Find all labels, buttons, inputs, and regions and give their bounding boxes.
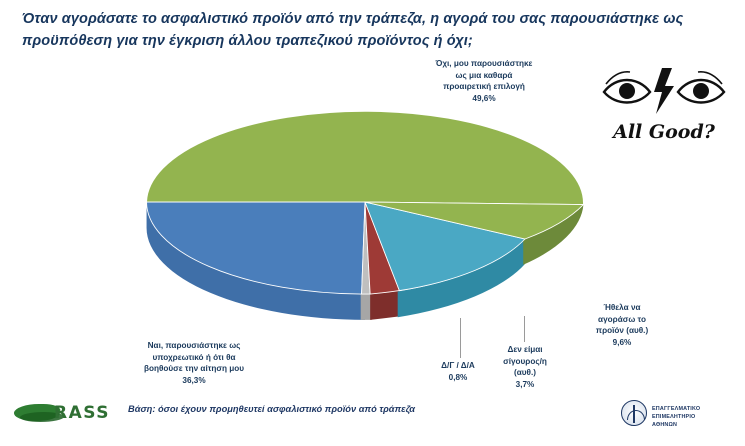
- data-label-green-line1: Όχι, μου παρουσιάστηκε: [435, 59, 533, 68]
- data-label-cyan-line2: αγοράσω το: [598, 314, 646, 324]
- pie-slice-green: [147, 111, 584, 204]
- all-good-eyes-logo: [600, 62, 728, 154]
- data-label-cyan-line1: Ήθελα να: [603, 303, 641, 312]
- data-label-blue-line3: βοηθούσε την αίτηση μου: [143, 364, 245, 374]
- leader-line-grey: [460, 318, 461, 358]
- data-value-red: 3,7%: [515, 379, 535, 389]
- data-label-blue-line2: υποχρεωτικό ή ότι θα: [152, 352, 236, 362]
- data-label-red-line3: (αυθ.): [514, 368, 536, 378]
- data-value-green: 49,6%: [472, 93, 496, 103]
- ebea-line-3: ΑΘΗΝΩΝ: [652, 422, 678, 429]
- data-label-blue-line1: Ναι, παρουσιάστηκε ως: [147, 341, 241, 350]
- data-label-green-line3: προαιρετική επιλογή: [443, 82, 525, 92]
- pie-chart: [105, 110, 625, 360]
- data-label-red-line2: σίγουρος/η: [503, 356, 547, 366]
- data-label-grey-line1: Δ/Γ / Δ/Α: [441, 361, 475, 370]
- base-note: Βάση: όσοι έχουν προμηθευτεί ασφαλιστικό προϊόν από τράπεζα: [128, 404, 415, 414]
- ebea-logo: [621, 398, 731, 432]
- data-value-cyan: 9,6%: [612, 337, 632, 347]
- pie-3d-body: [105, 110, 625, 325]
- ebea-logo-text: [652, 405, 700, 429]
- pie-slice-blue: [147, 202, 365, 294]
- data-label-green-line2: ως μια καθαρά: [455, 70, 513, 80]
- data-label-blue: [118, 340, 270, 387]
- data-label-cyan-line3: προϊόν (αυθ.): [595, 326, 649, 336]
- data-label-red: [494, 344, 556, 391]
- pie-side-red: [370, 291, 399, 320]
- ebea-line-1: ΕΠΑΓΓΕΛΜΑΤΙΚΟ: [652, 406, 701, 412]
- data-value-grey: 0,8%: [448, 372, 468, 382]
- ebea-seal-icon: [621, 400, 647, 426]
- rass-logo: [14, 398, 114, 428]
- rass-logo-text: RASS: [54, 403, 110, 423]
- data-value-blue: 36,3%: [182, 375, 206, 385]
- data-label-cyan: [568, 302, 676, 349]
- data-label-red-line1: Δεν είμαι: [507, 345, 543, 354]
- leader-line-red: [524, 316, 525, 342]
- all-good-text: All Good?: [613, 121, 715, 143]
- ebea-line-2: ΕΠΙΜΕΛΗΤΗΡΙΟ: [652, 414, 696, 421]
- data-label-green: [420, 58, 548, 105]
- data-label-grey: [432, 360, 484, 383]
- page-title: Όταν αγοράσατε το ασφαλιστικό προϊόν από την τράπεζα, η αγορά του σας παρουσιάστηκε ως προϋπόθεση για την έγκριση άλλου τραπεζικού προϊόντος ή όχι;: [22, 11, 684, 50]
